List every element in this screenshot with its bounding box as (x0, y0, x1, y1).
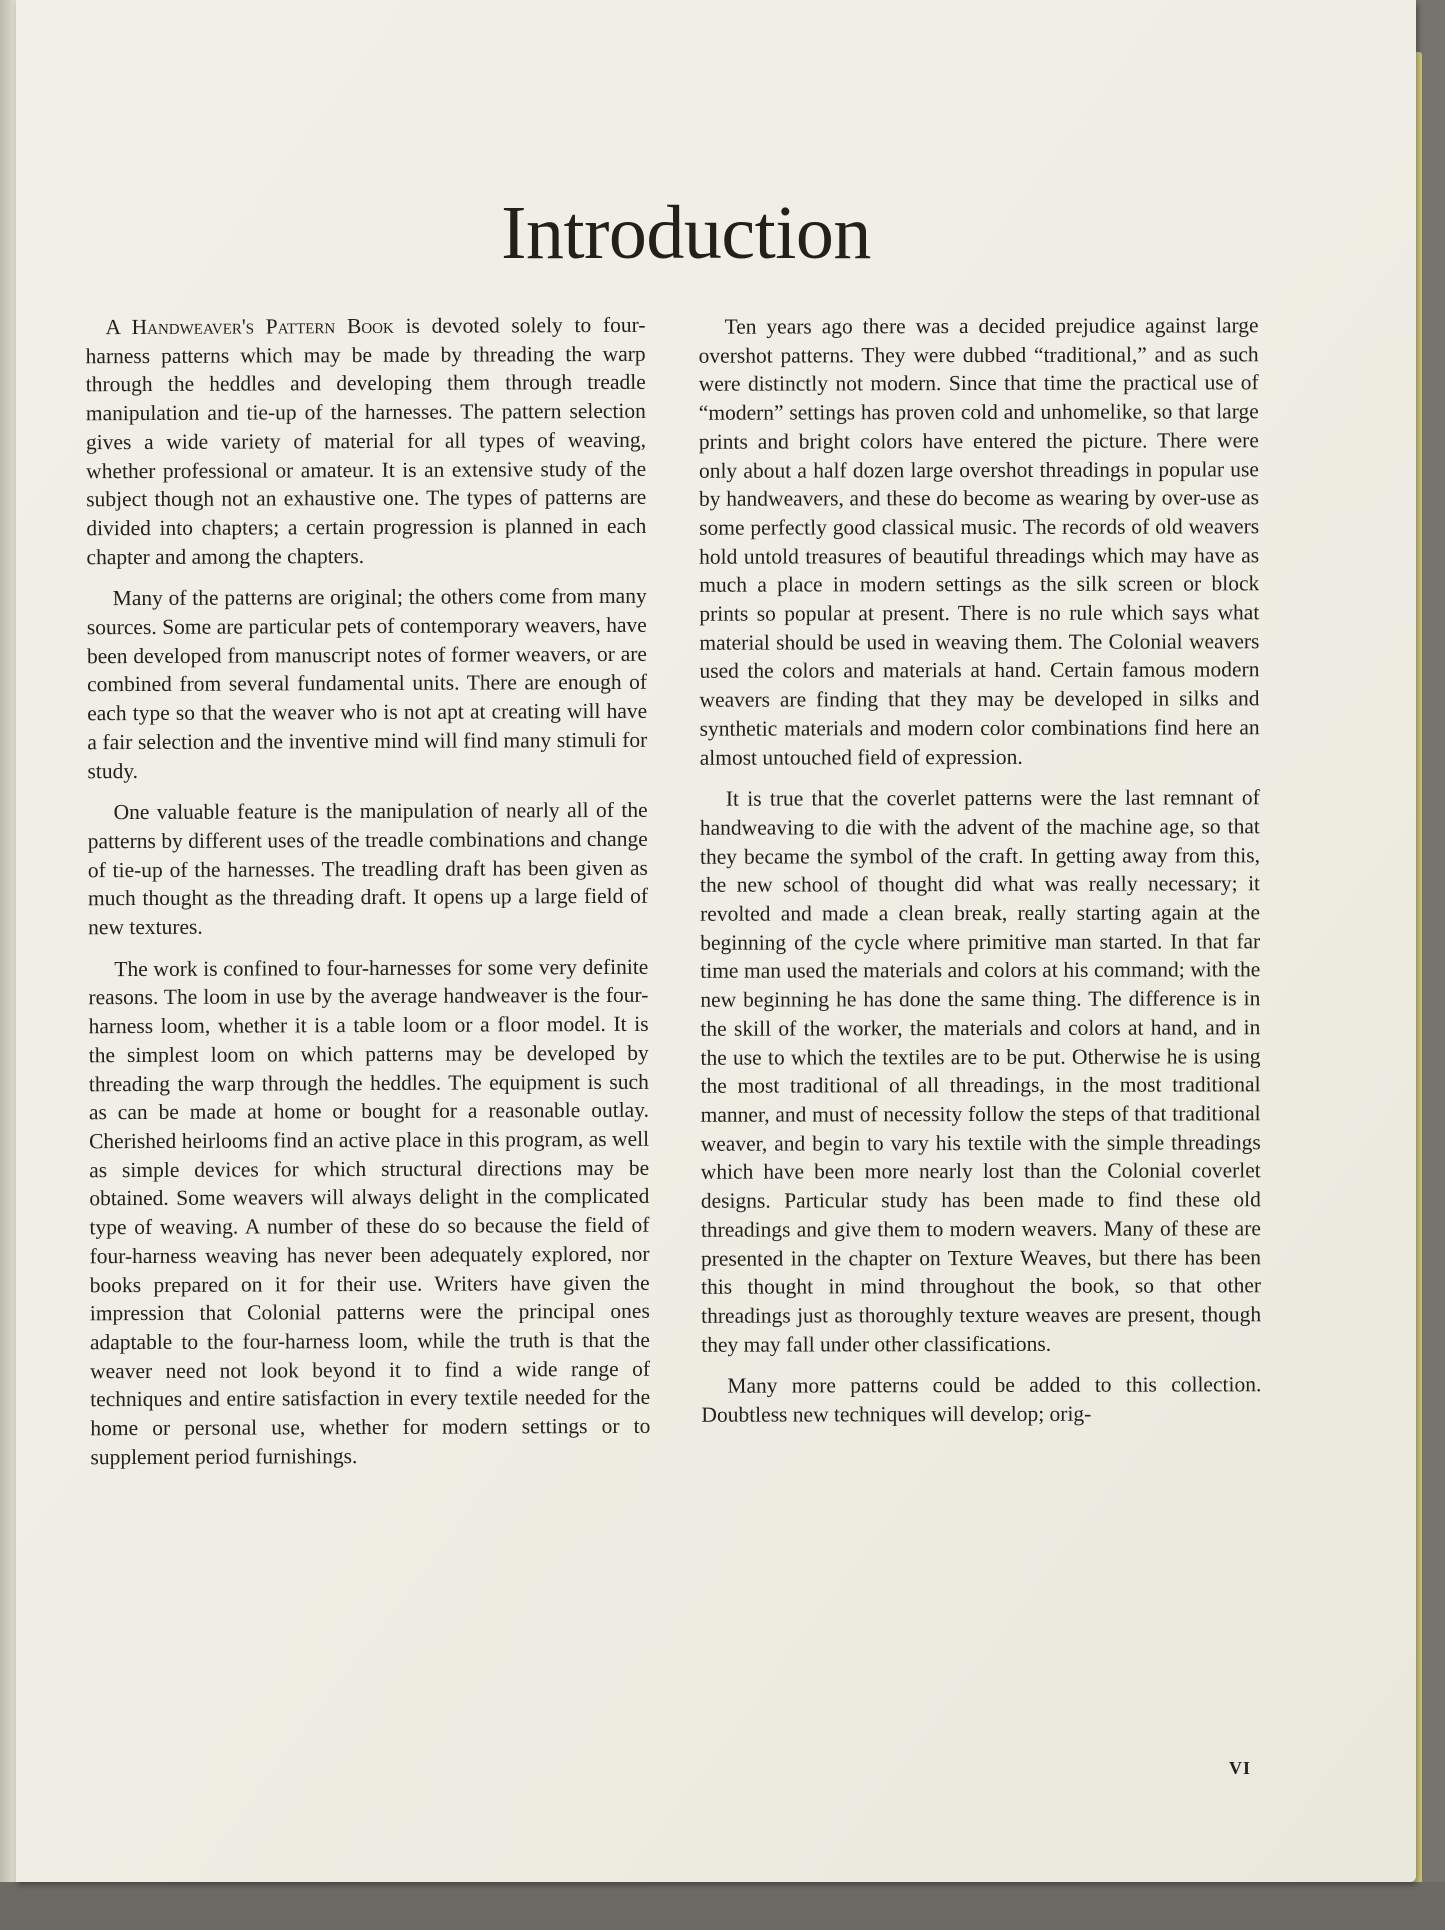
book-page (16, 0, 1416, 1882)
paragraph: The work is confined to four-harnesses for some very definite reasons. The loom in use by the average handweaver is the four-harness loom, whether it is a table loom or a floor model. It is the simplest loom on which patterns may be developed by threading the warp through the heddles. The equipment is such as can be made at home or bought for a reasonable outlay. Cherished heirlooms find an active place in this program, as well as simple devices for which structural directions may be obtained. Some weavers will always delight in the complicated type of weaving. A number of these do so because the field of four-harness weaving has never been adequately explored, nor books prepared on it for their use. Writers have given the impression that Colonial patterns were the principal ones adaptable to the four-harness loom, while the truth is that the weaver need not look beyond it to find a wide range of techniques and entire satisfaction in every textile needed for the home or personal use, whether for modern settings or to supplement period furnishings. (88, 954, 651, 1469)
paragraph: Many more patterns could be added to this collection. Doubtless new techniques will develop; orig- (701, 1372, 1262, 1427)
paragraph (85, 311, 646, 572)
paragraph: Ten years ago there was a decided prejudice against large overshot patterns. They were dubbed “traditional,” and as such were distinctly not modern. Since that time the practical use of “modern” settings has proven cold and unhomelike, so that large prints and bright colors have entered the picture. There were only about a half dozen large overshot threadings in popular use by handweavers, and these do become as wearing by over-use as some perfectly good classical music. The records of old weavers hold untold treasures of beautiful threadings which may have as much a place in modern settings as the silk screen or block prints so popular at present. There is no rule which says what material should be used in weaving them. The Colonial weavers used the colors and materials at hand. Certain famous modern weavers are finding that they may be developed in silks and synthetic materials and modern color combinations find here an almost untouched field of expression. (698, 313, 1260, 770)
paragraph: One valuable feature is the manipulation of nearly all of the patterns by different uses of the treadle combinations and change of tie-up of the harnesses. The treadling draft has been given as much thought as the threading draft. It opens up a large field of new textures. (87, 798, 649, 940)
left-text-column (85, 311, 650, 1485)
right-text-column (699, 311, 1262, 1442)
paragraph-text: is devoted solely to four-harness patterns which may be made by threading the warp through the heddles and developing them through treadle manipulation and tie-up of the harnesses. The pattern selection gives a wide variety of material for all types of weaving, whether professional or amateur. It is an extensive study of the subject though not an exhaustive one. The types of patterns are divided into chapters; a certain progression is planned in each chapter and among the chapters. (85, 312, 647, 569)
paragraph: It is true that the coverlet patterns were the last remnant of handweaving to die with the advent of the machine age, so that they became the symbol of the craft. In getting away from this, the new school of thought did what was really necessary; it revolted and made a clean break, really starting again at the beginning of the cycle where primitive man started. In that far time man used the materials and colors at his command; with the new beginning he has done the same thing. The difference is in the skill of the worker, the materials and colors at hand, and in the use to which the textiles are to be put. Otherwise he is using the most traditional of all threadings, in the most traditional manner, and must of necessity follow the steps of that traditional weaver, and begin to vary his textile with the simple threadings which have been more nearly lost than the Colonial coverlet designs. Particular study has been made to find these old threadings and give them to modern weavers. Many of these are presented in the chapter on Texture Weaves, but there has been this thought in mind throughout the book, so that other threadings just as thoroughly texture weaves are present, though they may fall under other classifications. (699, 785, 1262, 1357)
page-title: Introduction (501, 191, 871, 275)
book-title-article: A (105, 315, 120, 340)
book-title-small-caps: Handweaver's Pattern Book (131, 313, 394, 340)
table-surface (0, 1882, 1445, 1930)
paragraph: Many of the patterns are original; the others come from many sources. Some are particular pets of contemporary weavers, have been developed from manuscript notes of former weavers, or are combined from several fundamental units. There are enough of each type so that the weaver who is not apt at creating will have a fair selection and the inventive mind will find many stimuli for study. (86, 584, 648, 783)
page-number: VI (1229, 1758, 1252, 1778)
